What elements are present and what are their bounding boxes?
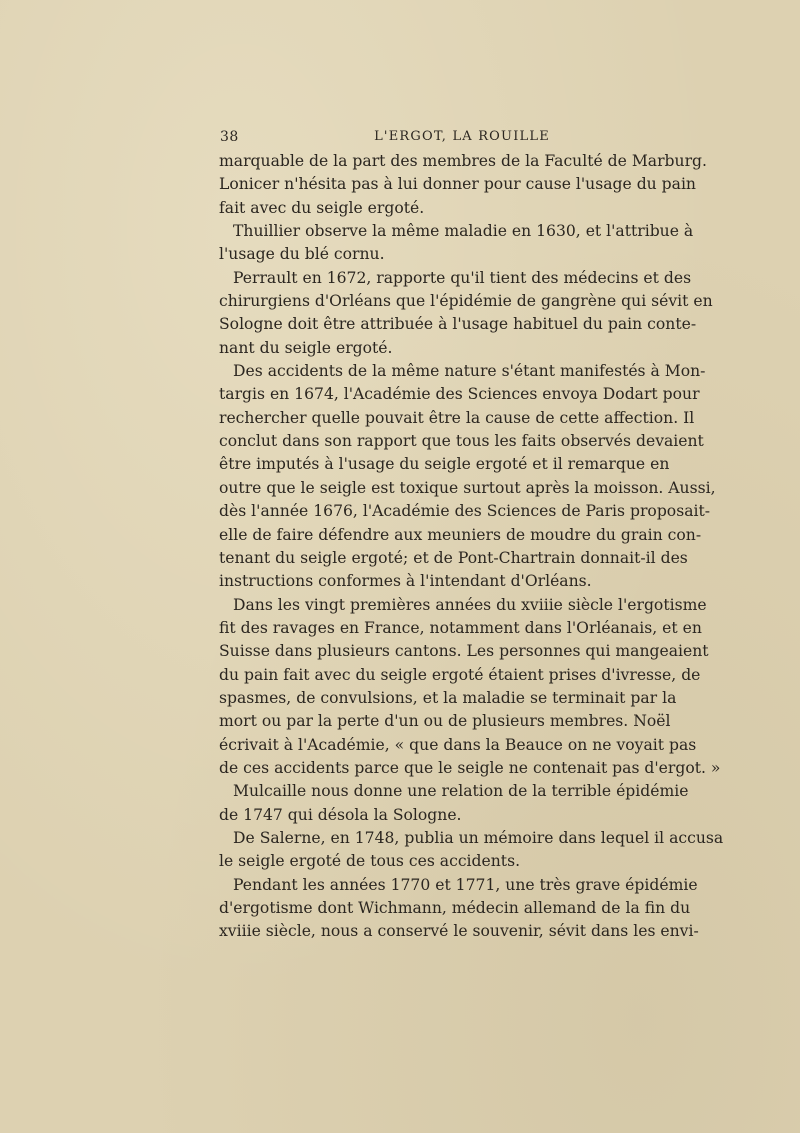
text-line: Mulcaille nous donne une relation de la terrible épidémie <box>233 782 689 801</box>
text-line: outre que le seigle est toxique surtout après la moisson. Aussi, <box>219 478 716 497</box>
text-line: elle de faire défendre aux meuniers de moudre du grain con- <box>219 525 702 544</box>
text-line: mort ou par la perte d'un ou de plusieurs membres. Noël <box>219 712 671 731</box>
text-line: De Salerne, en 1748, publia un mémoire dans lequel il accusa <box>233 828 724 847</box>
text-line: d'ergotisme dont Wichmann, médecin allemand de la fin du <box>219 899 691 917</box>
text-line: Dans les vingt premières années du xviiie siècle l'ergotisme <box>233 595 707 614</box>
text-line: Suisse dans plusieurs cantons. Les personnes qui mangeaient <box>219 642 709 661</box>
text-line: targis en 1674, l'Académie des Sciences envoya Dodart pour <box>219 385 700 404</box>
text-line: tenant du seigle ergoté; et de Pont-Chartrain donnait-il des <box>219 548 688 567</box>
text-line: fait avec du seigle ergoté. <box>219 198 425 217</box>
text-line: l'usage du blé cornu. <box>219 245 385 264</box>
text-line: xviiie siècle, nous a conservé le souvenir, sévit dans les envi- <box>219 922 699 941</box>
text-line: Perrault en 1672, rapporte qu'il tient des médecins et des <box>233 268 692 287</box>
text-line: Pendant les années 1770 et 1771, une très grave épidémie <box>233 875 698 894</box>
body-text <box>219 150 724 944</box>
text-line: rechercher quelle pouvait être la cause de cette affection. Il <box>219 408 695 427</box>
text-line: du pain fait avec du seigle ergoté étaient prises d'ivresse, de <box>219 665 701 684</box>
text-line: Lonicer n'hésita pas à lui donner pour cause l'usage du pain <box>219 175 696 194</box>
text-line: écrivait à l'Académie, « que dans la Beauce on ne voyait pas <box>219 735 697 754</box>
running-head <box>220 129 668 149</box>
text-line: spasmes, de convulsions, et la maladie se terminait par la <box>219 688 677 707</box>
text-line: conclut dans son rapport que tous les faits observés devaient <box>219 432 704 451</box>
text-line: le seigle ergoté de tous ces accidents. <box>219 852 521 871</box>
text-line: instructions conformes à l'intendant d'Orléans. <box>219 572 592 591</box>
text-line: de ces accidents parce que le seigle ne contenait pas d'ergot. » <box>219 758 721 777</box>
text-line: marquable de la part des membres de la Faculté de Marburg. <box>219 152 707 170</box>
text-line: Des accidents de la même nature s'étant manifestés à Mon- <box>233 362 706 381</box>
text-line: nant du seigle ergoté. <box>219 338 393 357</box>
text-line: dès l'année 1676, l'Académie des Sciences de Paris proposait- <box>219 502 711 521</box>
running-title: L'ERGOT, LA ROUILLE <box>374 129 550 144</box>
text-line: chirurgiens d'Orléans que l'épidémie de gangrène qui sévit en <box>219 292 713 311</box>
text-line: de 1747 qui désola la Sologne. <box>219 805 462 824</box>
page-number: 38 <box>220 129 239 145</box>
text-line: Sologne doit être attribuée à l'usage habituel du pain conte- <box>219 315 697 334</box>
text-line: Thuillier observe la même maladie en 1630, et l'attribue à <box>233 222 694 241</box>
text-line: être imputés à l'usage du seigle ergoté et il remarque en <box>219 455 670 474</box>
text-line: fit des ravages en France, notamment dans l'Orléanais, et en <box>219 618 702 637</box>
